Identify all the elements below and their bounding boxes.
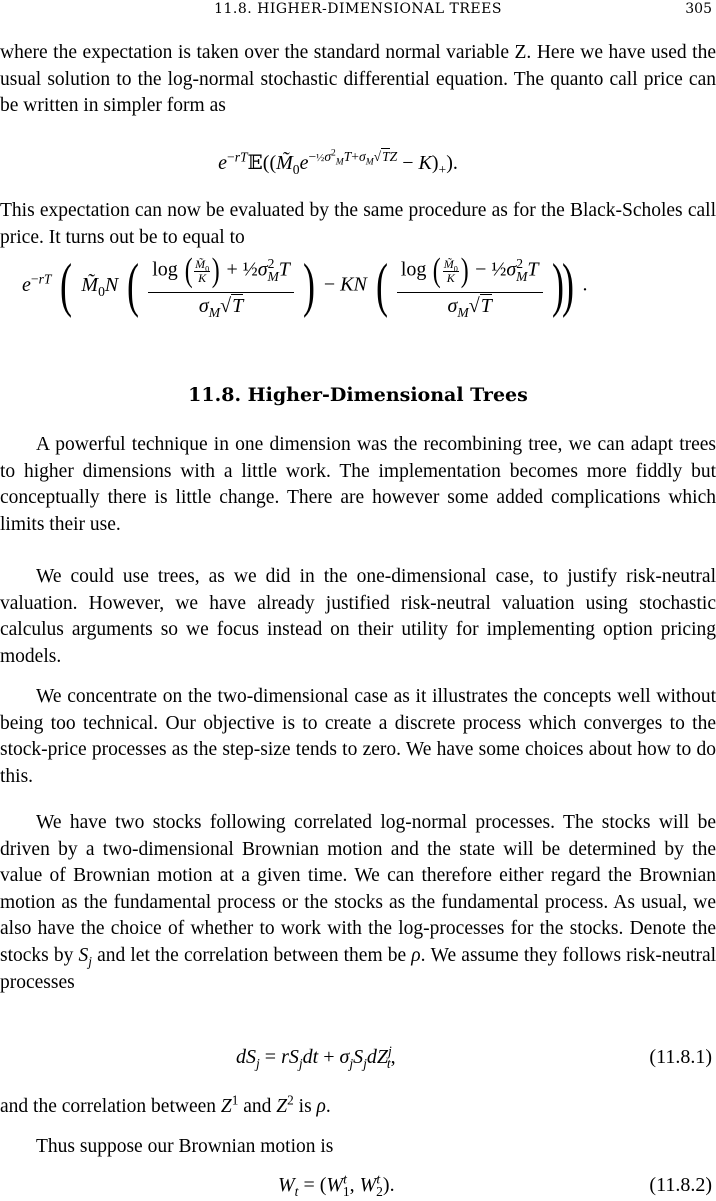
paragraph-5-text: We concentrate on the two-dimensional case as it illustrates the concepts well without being too technical. Our objective is to create a discrete process which converges to the stock-price processes as the step-size tends to zero. We have some choices about how to do this.	[0, 686, 716, 787]
running-head	[0, 0, 716, 22]
paragraph-8-text: Thus suppose our Brownian motion is	[36, 1136, 334, 1157]
equation-quanto-expectation: $e^{-rT}𝔼((M̃_0e^{-\frac{1}{2}\sigma^2_MT+\sigma_M√TZ} - K)_+)$.	[218, 148, 458, 177]
paragraph-8	[0, 1134, 716, 1161]
paragraph-5	[0, 684, 716, 790]
equation-number-2: (11.8.2)	[649, 1174, 712, 1196]
equation-number-1: (11.8.1)	[649, 1046, 712, 1068]
paragraph-3-text: A powerful technique in one dimension was the recombining tree, we can adapt trees to higher dimensions with a little work. The implementation becomes more fiddly but conceptually there is little change. There are however some added complications which limits their use.	[0, 434, 716, 535]
paragraph-4-text: We could use trees, as we did in the one-dimensional case, to justify risk-neutral valuation. However, we have already justified risk-neutral valuation using stochastic calculus arguments so we focus instead on their utility for implementing option pricing models.	[0, 566, 716, 667]
paragraph-2-text: This expectation can now be evaluated by the same procedure as for the Black-Scholes call price. It turns out be to equal to	[0, 200, 716, 248]
paragraph-1	[0, 40, 716, 120]
paragraph-2	[0, 198, 716, 251]
section-heading: 11.8. Higher-Dimensional Trees	[188, 384, 528, 406]
paragraph-6-text: We have two stocks following correlated log-normal processes. The stocks will be driven by a two-dimensional Brownian motion and the state will be determined by the value of Brownian motion at a given time. We can therefore either regard the Brownian motion as the fundamental process or the stocks as the fundamental process. As usual, we also have the choice of whether to work with the log-processes for the stocks. Denote the stocks by $S_j$ and let the correlation between them be ρ. We assume they follows risk-neutral processes	[0, 812, 716, 993]
paragraph-3	[0, 432, 716, 538]
page-number: 305	[685, 1, 712, 17]
paper-page: 11.8. HIGHER-DIMENSIONAL TREES 305 where the expectation is taken over the standard normal variable Z. Here we have used the usual solution to the log-normal stochastic differential equation. The quanto call price can be written in simpler form as $e^{-rT}𝔼((M̃_0e^{-\frac{1}{2}\sigma^2_MT+\sigma_M√TZ} - K)_+)$. This expectation can now be evaluated by the same procedure as for the Black-Scholes call price. It turns out be to equal to $e^{-rT}$ ( $M̃_0N$ ( log ( $\frac{M̃_0}{K}$ ) + $\frac{1}{2}\sigma^2_MT$ $\sigma_M√T$ ) − KN ( log ( $\frac{M̃_0}{K}$ ) − $\frac{1}{2}\sigma^2_MT$ $\sigma_M√T$ )) . 11.8. Higher-Dimensional Trees A powerful technique in one dimension was the recombining tree, we can adapt trees to higher dimensions with a little work. The implementation becomes more fiddly but conceptually there is little change. There are however some added complications which limits their use. We could use trees, as we did in the one-dimensional case, to justify risk-neutral valuation. However, we have already justified risk-neutral valuation using stochastic calculus arguments so we focus instead on their utility for implementing option pricing models. We concentrate on the two-dimensional case as it illustrates the concepts well without being too technical. Our objective is to create a discrete process which converges to the stock-price processes as the step-size tends to zero. We have some choices about how to do this. We have two stocks following correlated log-normal processes. The stocks will be driven by a two-dimensional Brownian motion and the state will be determined by the value of Brownian motion at a given time. We can therefore either regard the Brownian motion as the fundamental process or the stocks as the fundamental process. As usual, we also have the choice of whether to work with the log-processes for the stocks. Denote the stocks by $S_j$ and let the correlation between them be ρ. We assume they follows risk-neutral processes $dS_j = rS_jdt + \sigma_jS_jdZ^j_t$, (11.8.1) and the correlation between $Z^1$ and $Z^2$ is ρ. Thus suppose our Brownian motion is $W_t = (W^t_1$, $W^t_2$). (11.8.2)	[0, 1, 716, 1199]
equation-quanto-price: $e^{-rT}$ ( $M̃_0N$ ( log ( $\frac{M̃_0}{K}$ ) + $\frac{1}{2}\sigma^2_MT$ $\sigma_M√T$ ) − KN ( log ( $\frac{M̃_0}{K}$ ) − $\frac{1}{2}\sigma^2_MT$ $\sigma_M√T$ )) .	[22, 252, 588, 320]
paragraph-7-text: and the correlation between $Z^1$ and $Z^2$ is ρ.	[0, 1092, 331, 1117]
running-head-title: 11.8. HIGHER-DIMENSIONAL TREES	[214, 1, 502, 17]
paragraph-4	[0, 564, 716, 670]
paragraph-6	[0, 810, 716, 996]
paragraph-1-text: where the expectation is taken over the standard normal variable Z. Here we have used the usual solution to the log-normal stochastic differential equation. The quanto call price can be written in simpler form as	[0, 42, 716, 117]
paragraph-7	[0, 1094, 716, 1121]
